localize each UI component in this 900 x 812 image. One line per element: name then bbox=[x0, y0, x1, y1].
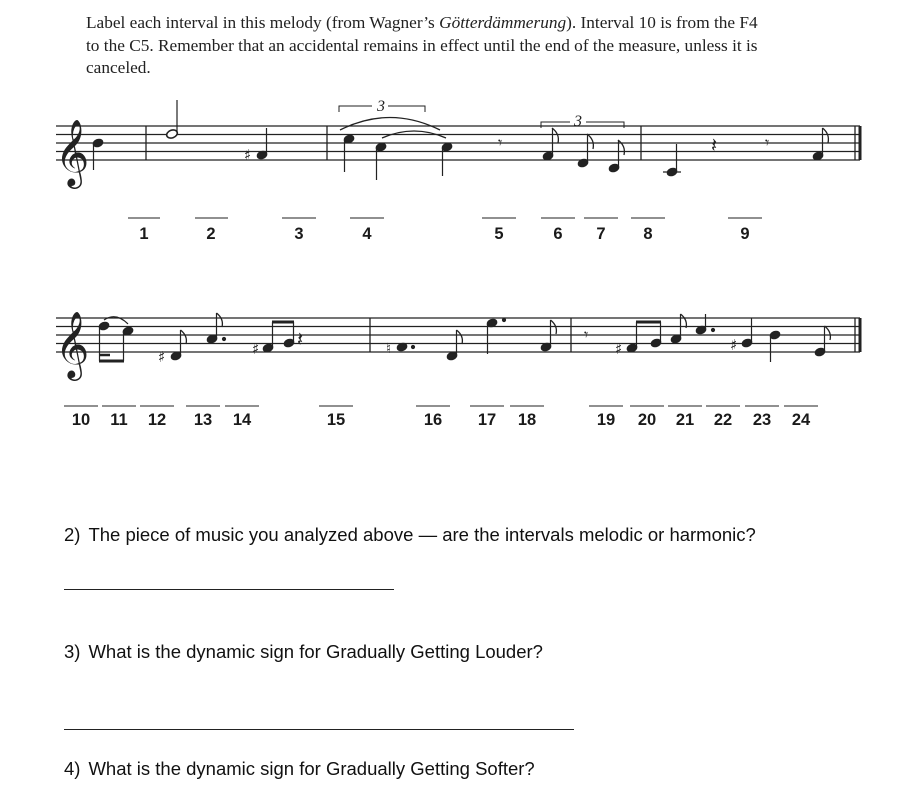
interval-label: 12 bbox=[147, 411, 167, 429]
interval-label: 9 bbox=[740, 225, 750, 243]
interval-label: 11 bbox=[110, 411, 128, 429]
interval-label: 23 bbox=[752, 411, 772, 429]
answer-line-question-3[interactable] bbox=[64, 729, 574, 730]
interval-label: 5 bbox=[494, 225, 504, 243]
svg-text:𝄽: 𝄽 bbox=[711, 133, 718, 157]
svg-text:♮: ♮ bbox=[386, 341, 392, 357]
staff-2-notes bbox=[98, 313, 830, 366]
interval-label: 2 bbox=[206, 225, 216, 243]
interval-label: 18 bbox=[517, 411, 537, 429]
staff-1-notes bbox=[92, 100, 828, 180]
interval-label: 14 bbox=[232, 411, 252, 429]
triplet-mark: 3 bbox=[574, 113, 582, 130]
interval-label: 21 bbox=[675, 411, 695, 429]
svg-text:𝄾: 𝄾 bbox=[584, 325, 589, 344]
question-3 bbox=[64, 641, 543, 663]
interval-label: 7 bbox=[596, 225, 606, 243]
interval-label: 1 bbox=[139, 225, 149, 243]
interval-label: 6 bbox=[553, 225, 563, 243]
interval-label: 15 bbox=[326, 411, 346, 429]
triplet-mark: 3 bbox=[377, 98, 385, 115]
interval-label: 16 bbox=[423, 411, 443, 429]
svg-text:♯: ♯ bbox=[244, 146, 252, 164]
svg-text:𝄾: 𝄾 bbox=[765, 133, 770, 152]
interval-label: 22 bbox=[713, 411, 733, 429]
interval-label: 24 bbox=[791, 411, 811, 429]
interval-label: 4 bbox=[362, 225, 372, 243]
interval-label: 19 bbox=[596, 411, 616, 429]
opera-title: Götterdämmerung bbox=[439, 13, 567, 32]
question-2 bbox=[64, 524, 756, 546]
interval-label: 10 bbox=[71, 411, 91, 429]
interval-label: 17 bbox=[477, 411, 497, 429]
question-number: 2) bbox=[64, 524, 81, 545]
question-number: 3) bbox=[64, 641, 81, 662]
svg-text:♯: ♯ bbox=[252, 340, 260, 358]
svg-text:♯: ♯ bbox=[158, 348, 166, 366]
question-text: What is the dynamic sign for Gradually Getting Louder? bbox=[88, 641, 543, 662]
treble-clef-icon: 𝄞 bbox=[55, 310, 90, 378]
answer-line-question-2[interactable] bbox=[64, 589, 394, 590]
interval-label: 13 bbox=[193, 411, 213, 429]
question-text: The piece of music you analyzed above — are the intervals melodic or harmonic? bbox=[88, 524, 756, 545]
interval-label: 20 bbox=[637, 411, 657, 429]
interval-label: 3 bbox=[294, 225, 304, 243]
instructions-part-1: Label each interval in this melody (from Wagner’s bbox=[86, 13, 440, 32]
svg-text:♯: ♯ bbox=[615, 340, 623, 358]
question-4 bbox=[64, 758, 535, 780]
staff-2-lines bbox=[56, 318, 860, 352]
question-number: 4) bbox=[64, 758, 81, 779]
question-text: What is the dynamic sign for Gradually Getting Softer? bbox=[88, 758, 535, 779]
svg-text:𝄾: 𝄾 bbox=[498, 133, 503, 152]
svg-text:♯: ♯ bbox=[730, 336, 738, 354]
treble-clef-icon: 𝄞 bbox=[55, 118, 90, 186]
instructions-part-2: ). Interval 10 is from the F4 to the C5. Remember that an accidental remains in effect until the end of the measure, unless it is canceled. bbox=[86, 13, 758, 77]
interval-label: 8 bbox=[643, 225, 653, 243]
svg-text:𝄽: 𝄽 bbox=[297, 327, 304, 351]
